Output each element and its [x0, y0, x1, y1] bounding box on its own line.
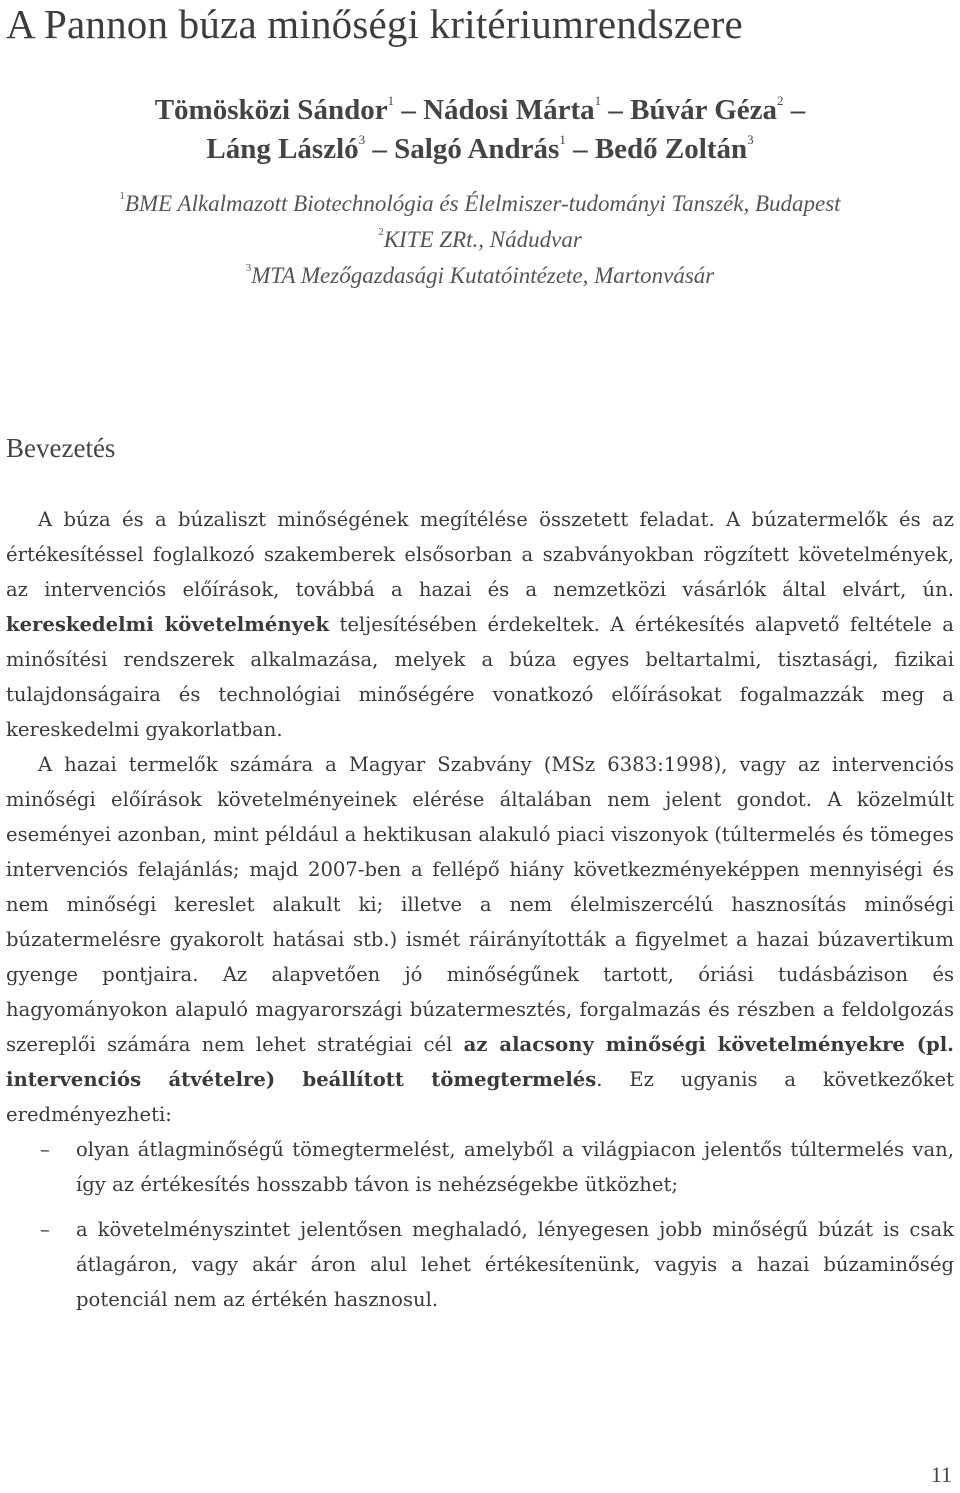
list-item — [6, 1212, 954, 1317]
list-item — [6, 1132, 954, 1202]
author-name: Búvár Géza — [630, 94, 778, 126]
bullet-dash: – — [40, 1138, 50, 1161]
affiliation-text: BME Alkalmazott Biotechnológia és Élelmiszer-tudományi Tanszék, Budapest — [124, 191, 841, 216]
affiliation-mark: 2 — [378, 226, 384, 238]
author-name: Bedő Zoltán — [594, 133, 748, 165]
author-line-1 — [0, 93, 960, 127]
paragraph-text: A hazai termelők számára a Magyar Szabvány (MSz 6383:1998), vagy az intervenciós minőségi előírások követelményeinek elérése általában nem jelent gondot. A közelmúlt eseményei azonban, mint például a hektikusan alakuló piaci viszonyok (túltermelés és tömeges intervenciós felajánlás; majd 2007-ben a fellépő hiány következményeképpen mennyiségi és nem minőségi kereslet alakult ki; illetve a nem élelmiszercélú hasznosítás minőségi búzatermelésre gyakorolt hatásai stb.) ismét ráirányították a figyelmet a hazai búzavertikum gyenge pontjaira. Az alapvetően jó minőségűnek tartott, óriási tudásbázison és hagyományokon alapuló magyarországi búzatermesztés, forgalmazás és részben a feldolgozás szereplői számára nem lehet stratégiai cél — [6, 753, 954, 1056]
affiliation-3 — [0, 262, 960, 289]
author-separator: – — [372, 133, 387, 165]
emphasis-text: kereskedelmi követelmények — [6, 613, 330, 636]
affiliation-mark: 1 — [119, 190, 125, 202]
bullet-dash: – — [40, 1218, 50, 1241]
paper-title: A Pannon búza minőségi kritériumrendszere — [6, 1, 743, 47]
emphasis-text: az alacsony minőségi követelményekre (pl. intervenciós átvételre) beállított tömegtermelés — [6, 1033, 954, 1091]
author-line-2 — [0, 132, 960, 166]
author-separator: – — [608, 94, 623, 126]
bullet-list — [6, 1132, 954, 1317]
paragraph-text: teljesítésében érdekeltek. A értékesítés alapvető feltétele a minősítési rendszerek alkalmazása, melyek a búza egyes beltartalmi, tisztasági, fizikai tulajdonságaira és technológiai minőségére vonatkozó előírásokat fogalmazzák meg a kereskedelmi gyakorlatban. — [6, 613, 954, 741]
body-text — [6, 502, 954, 1317]
paragraph-text: . Ez ugyanis a következőket eredményezheti: — [6, 1068, 954, 1126]
page-number: 11 — [930, 1462, 952, 1487]
author-affiliation-mark: 1 — [594, 93, 602, 108]
author-name: Nádosi Márta — [423, 94, 595, 126]
author-affiliation-mark: 3 — [747, 132, 754, 147]
paragraph-1 — [6, 502, 954, 747]
affiliation-text: MTA Mezőgazdasági Kutatóintézete, Martonvásár — [251, 263, 715, 288]
affiliation-1 — [0, 190, 960, 217]
list-item-text: a követelményszintet jelentősen meghaladó, lényegesen jobb minőségű búzát is csak átlagáron, vagy akár áron alul lehet értékesítenünk, vagyis a hazai búzaminőség potenciál nem az értékén hasznosul. — [76, 1218, 954, 1311]
author-separator: – — [573, 133, 588, 165]
author-name: Láng László — [206, 133, 359, 165]
author-separator: – — [401, 94, 416, 126]
affiliation-text: KITE ZRt., Nádudvar — [383, 227, 582, 252]
affiliation-2 — [0, 226, 960, 253]
list-item-text: olyan átlagminőségű tömegtermelést, amelyből a világpiacon jelentős túltermelés van, így az értékesítés hosszabb távon is nehézségekbe ütközhet; — [76, 1138, 954, 1196]
affiliation-mark: 3 — [245, 262, 252, 274]
paragraph-2 — [6, 747, 954, 1132]
author-name: Salgó András — [394, 133, 560, 165]
author-affiliation-mark: 1 — [559, 132, 566, 147]
section-heading: Bevezetés — [6, 433, 116, 463]
author-affiliation-mark: 2 — [777, 93, 784, 108]
author-affiliation-mark: 3 — [358, 132, 366, 147]
author-separator: – — [790, 94, 806, 126]
author-name: Tömösközi Sándor — [154, 94, 388, 126]
paragraph-text: A búza és a búzaliszt minőségének megítélése összetett feladat. A búzatermelők és az értékesítéssel foglalkozó szakemberek elsősorban a szabványokban rögzített követelmények, az intervenciós előírások, továbbá a hazai és a nemzetközi vásárlók által elvárt, ún. — [6, 508, 954, 601]
author-affiliation-mark: 1 — [387, 93, 395, 108]
